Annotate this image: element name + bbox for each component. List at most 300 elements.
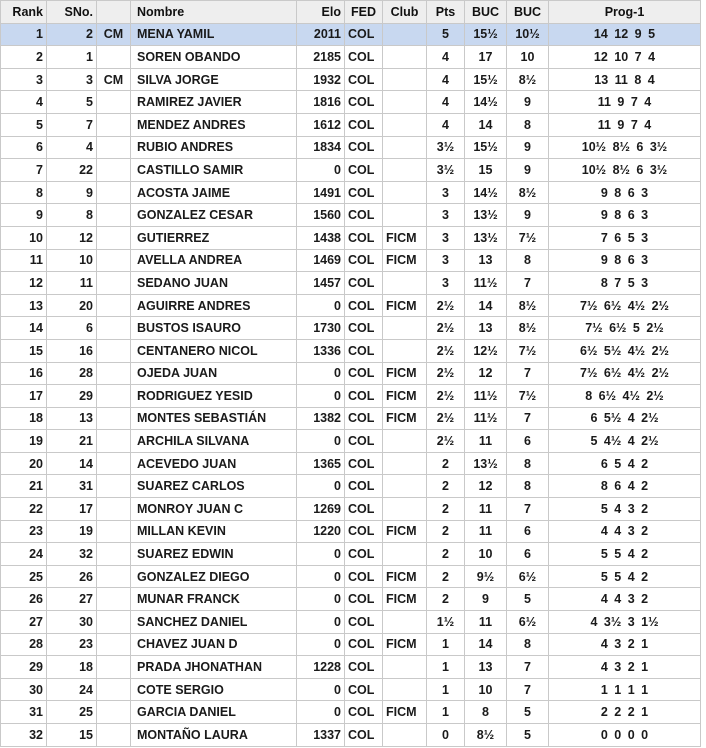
cell-elo: 1612	[297, 113, 345, 136]
cell-club	[383, 452, 427, 475]
cell-name: BUSTOS ISAURO	[131, 317, 297, 340]
cell-elo: 2185	[297, 46, 345, 69]
cell-club	[383, 68, 427, 91]
cell-pts: 2	[427, 565, 465, 588]
cell-name: MENDEZ ANDRES	[131, 113, 297, 136]
cell-buc-2: 6½	[507, 611, 549, 634]
table-row[interactable]	[1, 249, 701, 272]
cell-title	[97, 724, 131, 747]
cell-club: FICM	[383, 407, 427, 430]
cell-buc-1: 14	[465, 113, 507, 136]
cell-name: AVELLA ANDREA	[131, 249, 297, 272]
cell-fed: COL	[345, 407, 383, 430]
cell-rank: 21	[1, 475, 47, 498]
cell-name: SUAREZ CARLOS	[131, 475, 297, 498]
cell-buc-1: 9½	[465, 565, 507, 588]
cell-fed: COL	[345, 317, 383, 340]
cell-name: GUTIERREZ	[131, 226, 297, 249]
cell-sno: 19	[47, 520, 97, 543]
cell-name: AGUIRRE ANDRES	[131, 294, 297, 317]
table-row[interactable]	[1, 543, 701, 566]
cell-fed: COL	[345, 23, 383, 46]
cell-rank: 29	[1, 656, 47, 679]
cell-prog: 7½ 6½ 4½ 2½	[549, 362, 701, 385]
cell-club: FICM	[383, 633, 427, 656]
cell-club	[383, 317, 427, 340]
cell-elo: 1491	[297, 181, 345, 204]
cell-rank: 16	[1, 362, 47, 385]
cell-prog: 14 12 9 5	[549, 23, 701, 46]
cell-rank: 31	[1, 701, 47, 724]
cell-sno: 3	[47, 68, 97, 91]
cell-club	[383, 656, 427, 679]
cell-club	[383, 113, 427, 136]
cell-name: CHAVEZ JUAN D	[131, 633, 297, 656]
header-prog[interactable]: Prog-1	[549, 1, 701, 24]
cell-rank: 13	[1, 294, 47, 317]
cell-prog: 11 9 7 4	[549, 91, 701, 114]
header-pts[interactable]: Pts	[427, 1, 465, 24]
cell-elo: 0	[297, 633, 345, 656]
cell-buc-1: 14½	[465, 91, 507, 114]
cell-pts: 1	[427, 701, 465, 724]
cell-title	[97, 181, 131, 204]
cell-prog: 4 3 2 1	[549, 633, 701, 656]
table-row[interactable]	[1, 113, 701, 136]
cell-sno: 11	[47, 272, 97, 295]
cell-buc-2: 6½	[507, 565, 549, 588]
cell-buc-2: 9	[507, 91, 549, 114]
cell-buc-1: 12½	[465, 339, 507, 362]
cell-club: FICM	[383, 226, 427, 249]
cell-prog: 4 4 3 2	[549, 588, 701, 611]
cell-pts: 2½	[427, 362, 465, 385]
cell-name: ARCHILA SILVANA	[131, 430, 297, 453]
cell-rank: 7	[1, 159, 47, 182]
cell-prog: 5 4½ 4 2½	[549, 430, 701, 453]
cell-rank: 25	[1, 565, 47, 588]
cell-fed: COL	[345, 294, 383, 317]
cell-rank: 14	[1, 317, 47, 340]
cell-fed: COL	[345, 362, 383, 385]
cell-club	[383, 159, 427, 182]
cell-pts: 4	[427, 46, 465, 69]
cell-title	[97, 430, 131, 453]
cell-prog: 0 0 0 0	[549, 724, 701, 747]
cell-title	[97, 498, 131, 521]
cell-name: MONTES SEBASTIÁN	[131, 407, 297, 430]
cell-elo: 0	[297, 611, 345, 634]
cell-fed: COL	[345, 633, 383, 656]
cell-fed: COL	[345, 565, 383, 588]
cell-fed: COL	[345, 68, 383, 91]
cell-sno: 29	[47, 385, 97, 408]
cell-buc-2: 8½	[507, 181, 549, 204]
cell-club	[383, 91, 427, 114]
table-row[interactable]	[1, 204, 701, 227]
cell-prog: 9 8 6 3	[549, 181, 701, 204]
cell-title	[97, 633, 131, 656]
cell-pts: 1	[427, 633, 465, 656]
cell-prog: 8 6½ 4½ 2½	[549, 385, 701, 408]
table-row[interactable]	[1, 385, 701, 408]
cell-title	[97, 362, 131, 385]
cell-sno: 17	[47, 498, 97, 521]
cell-elo: 1816	[297, 91, 345, 114]
cell-elo: 1730	[297, 317, 345, 340]
table-row[interactable]	[1, 294, 701, 317]
table-row[interactable]	[1, 91, 701, 114]
cell-buc-2: 8	[507, 249, 549, 272]
cell-club: FICM	[383, 701, 427, 724]
cell-name: CENTANERO NICOL	[131, 339, 297, 362]
cell-fed: COL	[345, 498, 383, 521]
cell-pts: 2	[427, 498, 465, 521]
cell-sno: 25	[47, 701, 97, 724]
cell-buc-2: 8	[507, 113, 549, 136]
cell-title	[97, 520, 131, 543]
cell-elo: 1220	[297, 520, 345, 543]
table-row[interactable]	[1, 23, 701, 46]
cell-fed: COL	[345, 385, 383, 408]
cell-pts: 5	[427, 23, 465, 46]
cell-name: MUNAR FRANCK	[131, 588, 297, 611]
cell-club	[383, 498, 427, 521]
cell-rank: 6	[1, 136, 47, 159]
cell-name: GONZALEZ CESAR	[131, 204, 297, 227]
cell-rank: 30	[1, 678, 47, 701]
cell-title	[97, 565, 131, 588]
cell-buc-1: 8	[465, 701, 507, 724]
cell-sno: 32	[47, 543, 97, 566]
cell-pts: 2½	[427, 339, 465, 362]
cell-prog: 6½ 5½ 4½ 2½	[549, 339, 701, 362]
cell-buc-2: 7	[507, 678, 549, 701]
cell-pts: 2	[427, 452, 465, 475]
cell-fed: COL	[345, 724, 383, 747]
cell-pts: 2	[427, 543, 465, 566]
cell-elo: 0	[297, 385, 345, 408]
cell-club	[383, 272, 427, 295]
cell-club: FICM	[383, 565, 427, 588]
cell-rank: 4	[1, 91, 47, 114]
cell-buc-2: 7	[507, 272, 549, 295]
header-row	[1, 1, 701, 24]
cell-title	[97, 226, 131, 249]
table-row[interactable]	[1, 272, 701, 295]
cell-prog: 4 3½ 3 1½	[549, 611, 701, 634]
cell-elo: 1457	[297, 272, 345, 295]
cell-fed: COL	[345, 91, 383, 114]
cell-title	[97, 294, 131, 317]
cell-club: FICM	[383, 249, 427, 272]
table-row[interactable]	[1, 159, 701, 182]
cell-prog: 8 6 4 2	[549, 475, 701, 498]
cell-rank: 12	[1, 272, 47, 295]
cell-buc-2: 6	[507, 430, 549, 453]
cell-elo: 0	[297, 565, 345, 588]
cell-prog: 7½ 6½ 4½ 2½	[549, 294, 701, 317]
cell-elo: 1365	[297, 452, 345, 475]
cell-name: RODRIGUEZ YESID	[131, 385, 297, 408]
table-row[interactable]	[1, 339, 701, 362]
cell-title	[97, 656, 131, 679]
cell-pts: 2	[427, 520, 465, 543]
cell-elo: 1932	[297, 68, 345, 91]
cell-sno: 4	[47, 136, 97, 159]
cell-rank: 8	[1, 181, 47, 204]
cell-buc-2: 8	[507, 452, 549, 475]
cell-title: CM	[97, 68, 131, 91]
cell-title	[97, 317, 131, 340]
cell-name: PRADA JHONATHAN	[131, 656, 297, 679]
cell-buc-1: 12	[465, 362, 507, 385]
cell-pts: 3	[427, 249, 465, 272]
cell-buc-2: 8	[507, 633, 549, 656]
cell-rank: 9	[1, 204, 47, 227]
cell-pts: 1	[427, 656, 465, 679]
cell-buc-1: 11½	[465, 272, 507, 295]
cell-title	[97, 701, 131, 724]
cell-rank: 19	[1, 430, 47, 453]
cell-elo: 2011	[297, 23, 345, 46]
cell-club	[383, 678, 427, 701]
table-row[interactable]	[1, 68, 701, 91]
cell-buc-2: 9	[507, 204, 549, 227]
cell-club	[383, 475, 427, 498]
header-buc-2[interactable]: BUC	[507, 1, 549, 24]
cell-pts: 4	[427, 68, 465, 91]
cell-sno: 15	[47, 724, 97, 747]
cell-sno: 28	[47, 362, 97, 385]
table-row[interactable]	[1, 407, 701, 430]
cell-sno: 2	[47, 23, 97, 46]
cell-name: CASTILLO SAMIR	[131, 159, 297, 182]
cell-prog: 9 8 6 3	[549, 249, 701, 272]
cell-buc-1: 9	[465, 588, 507, 611]
cell-name: ACOSTA JAIME	[131, 181, 297, 204]
table-row[interactable]	[1, 724, 701, 747]
cell-elo: 0	[297, 475, 345, 498]
cell-buc-1: 17	[465, 46, 507, 69]
cell-fed: COL	[345, 272, 383, 295]
header-title	[97, 1, 131, 24]
cell-pts: 2½	[427, 317, 465, 340]
cell-fed: COL	[345, 136, 383, 159]
cell-buc-2: 10½	[507, 23, 549, 46]
cell-club	[383, 204, 427, 227]
cell-buc-1: 13½	[465, 452, 507, 475]
cell-elo: 0	[297, 159, 345, 182]
cell-club	[383, 136, 427, 159]
cell-pts: 3½	[427, 136, 465, 159]
cell-elo: 0	[297, 294, 345, 317]
header-name[interactable]: Nombre	[131, 1, 297, 24]
cell-fed: COL	[345, 430, 383, 453]
cell-prog: 12 10 7 4	[549, 46, 701, 69]
cell-club	[383, 339, 427, 362]
header-fed[interactable]: FED	[345, 1, 383, 24]
cell-name: SEDANO JUAN	[131, 272, 297, 295]
cell-prog: 6 5 4 2	[549, 452, 701, 475]
cell-buc-2: 5	[507, 724, 549, 747]
cell-elo: 1336	[297, 339, 345, 362]
cell-sno: 8	[47, 204, 97, 227]
cell-fed: COL	[345, 226, 383, 249]
header-elo[interactable]: Elo	[297, 1, 345, 24]
cell-pts: 2½	[427, 407, 465, 430]
cell-rank: 15	[1, 339, 47, 362]
table-row[interactable]	[1, 362, 701, 385]
cell-sno: 16	[47, 339, 97, 362]
standings-body	[1, 23, 701, 746]
cell-club	[383, 611, 427, 634]
cell-buc-2: 7	[507, 498, 549, 521]
cell-title	[97, 452, 131, 475]
cell-title	[97, 272, 131, 295]
cell-title	[97, 475, 131, 498]
cell-title	[97, 407, 131, 430]
cell-title	[97, 543, 131, 566]
cell-buc-2: 8½	[507, 317, 549, 340]
cell-rank: 5	[1, 113, 47, 136]
cell-rank: 18	[1, 407, 47, 430]
cell-elo: 1834	[297, 136, 345, 159]
cell-name: MENA YAMIL	[131, 23, 297, 46]
table-row[interactable]	[1, 633, 701, 656]
cell-prog: 7 6 5 3	[549, 226, 701, 249]
cell-title	[97, 113, 131, 136]
cell-title	[97, 678, 131, 701]
cell-rank: 3	[1, 68, 47, 91]
cell-buc-1: 11	[465, 611, 507, 634]
cell-buc-2: 7	[507, 656, 549, 679]
cell-prog: 4 4 3 2	[549, 520, 701, 543]
cell-pts: 3	[427, 272, 465, 295]
table-row[interactable]	[1, 565, 701, 588]
cell-name: RUBIO ANDRES	[131, 136, 297, 159]
cell-title	[97, 136, 131, 159]
cell-buc-1: 14½	[465, 181, 507, 204]
table-row[interactable]	[1, 701, 701, 724]
cell-sno: 5	[47, 91, 97, 114]
cell-title	[97, 385, 131, 408]
cell-buc-1: 10	[465, 543, 507, 566]
cell-elo: 0	[297, 701, 345, 724]
cell-buc-2: 9	[507, 159, 549, 182]
cell-buc-1: 11	[465, 520, 507, 543]
table-row[interactable]	[1, 588, 701, 611]
cell-buc-2: 6	[507, 543, 549, 566]
cell-rank: 22	[1, 498, 47, 521]
cell-name: MONROY JUAN C	[131, 498, 297, 521]
cell-prog: 11 9 7 4	[549, 113, 701, 136]
cell-fed: COL	[345, 475, 383, 498]
cell-fed: COL	[345, 678, 383, 701]
cell-title	[97, 339, 131, 362]
cell-elo: 0	[297, 588, 345, 611]
header-sno[interactable]: SNo.	[47, 1, 97, 24]
cell-prog: 1 1 1 1	[549, 678, 701, 701]
cell-sno: 14	[47, 452, 97, 475]
cell-prog: 4 3 2 1	[549, 656, 701, 679]
cell-buc-2: 5	[507, 701, 549, 724]
table-row[interactable]	[1, 611, 701, 634]
table-row[interactable]	[1, 498, 701, 521]
cell-sno: 23	[47, 633, 97, 656]
table-row[interactable]	[1, 656, 701, 679]
cell-buc-1: 13	[465, 317, 507, 340]
table-row[interactable]	[1, 46, 701, 69]
cell-buc-1: 13½	[465, 204, 507, 227]
cell-elo: 1269	[297, 498, 345, 521]
cell-club	[383, 724, 427, 747]
cell-name: COTE SERGIO	[131, 678, 297, 701]
cell-club	[383, 430, 427, 453]
table-row[interactable]	[1, 520, 701, 543]
cell-pts: 3½	[427, 159, 465, 182]
table-row[interactable]	[1, 678, 701, 701]
table-row[interactable]	[1, 475, 701, 498]
cell-fed: COL	[345, 588, 383, 611]
cell-elo: 0	[297, 430, 345, 453]
cell-buc-2: 7½	[507, 226, 549, 249]
cell-prog: 7½ 6½ 5 2½	[549, 317, 701, 340]
cell-pts: 0	[427, 724, 465, 747]
cell-buc-1: 15½	[465, 136, 507, 159]
cell-fed: COL	[345, 339, 383, 362]
cell-buc-1: 14	[465, 294, 507, 317]
cell-buc-2: 5	[507, 588, 549, 611]
header-rank[interactable]: Rank	[1, 1, 47, 24]
cell-title	[97, 249, 131, 272]
cell-sno: 6	[47, 317, 97, 340]
cell-fed: COL	[345, 656, 383, 679]
cell-fed: COL	[345, 611, 383, 634]
cell-buc-2: 8	[507, 475, 549, 498]
cell-title	[97, 611, 131, 634]
header-club[interactable]: Club	[383, 1, 427, 24]
cell-pts: 1½	[427, 611, 465, 634]
cell-buc-1: 12	[465, 475, 507, 498]
table-row[interactable]	[1, 430, 701, 453]
table-row[interactable]	[1, 452, 701, 475]
cell-buc-1: 11½	[465, 407, 507, 430]
cell-elo: 0	[297, 678, 345, 701]
cell-buc-2: 8½	[507, 294, 549, 317]
cell-club	[383, 181, 427, 204]
cell-name: GONZALEZ DIEGO	[131, 565, 297, 588]
cell-rank: 11	[1, 249, 47, 272]
table-row[interactable]	[1, 226, 701, 249]
cell-club	[383, 543, 427, 566]
header-buc-1[interactable]: BUC	[465, 1, 507, 24]
cell-pts: 1	[427, 678, 465, 701]
cell-sno: 31	[47, 475, 97, 498]
table-row[interactable]	[1, 317, 701, 340]
cell-prog: 8 7 5 3	[549, 272, 701, 295]
cell-name: OJEDA JUAN	[131, 362, 297, 385]
cell-buc-1: 13½	[465, 226, 507, 249]
table-row[interactable]	[1, 181, 701, 204]
cell-pts: 3	[427, 204, 465, 227]
cell-prog: 13 11 8 4	[549, 68, 701, 91]
table-row[interactable]	[1, 136, 701, 159]
cell-buc-2: 7½	[507, 385, 549, 408]
cell-buc-1: 15	[465, 159, 507, 182]
cell-pts: 4	[427, 113, 465, 136]
cell-title	[97, 588, 131, 611]
